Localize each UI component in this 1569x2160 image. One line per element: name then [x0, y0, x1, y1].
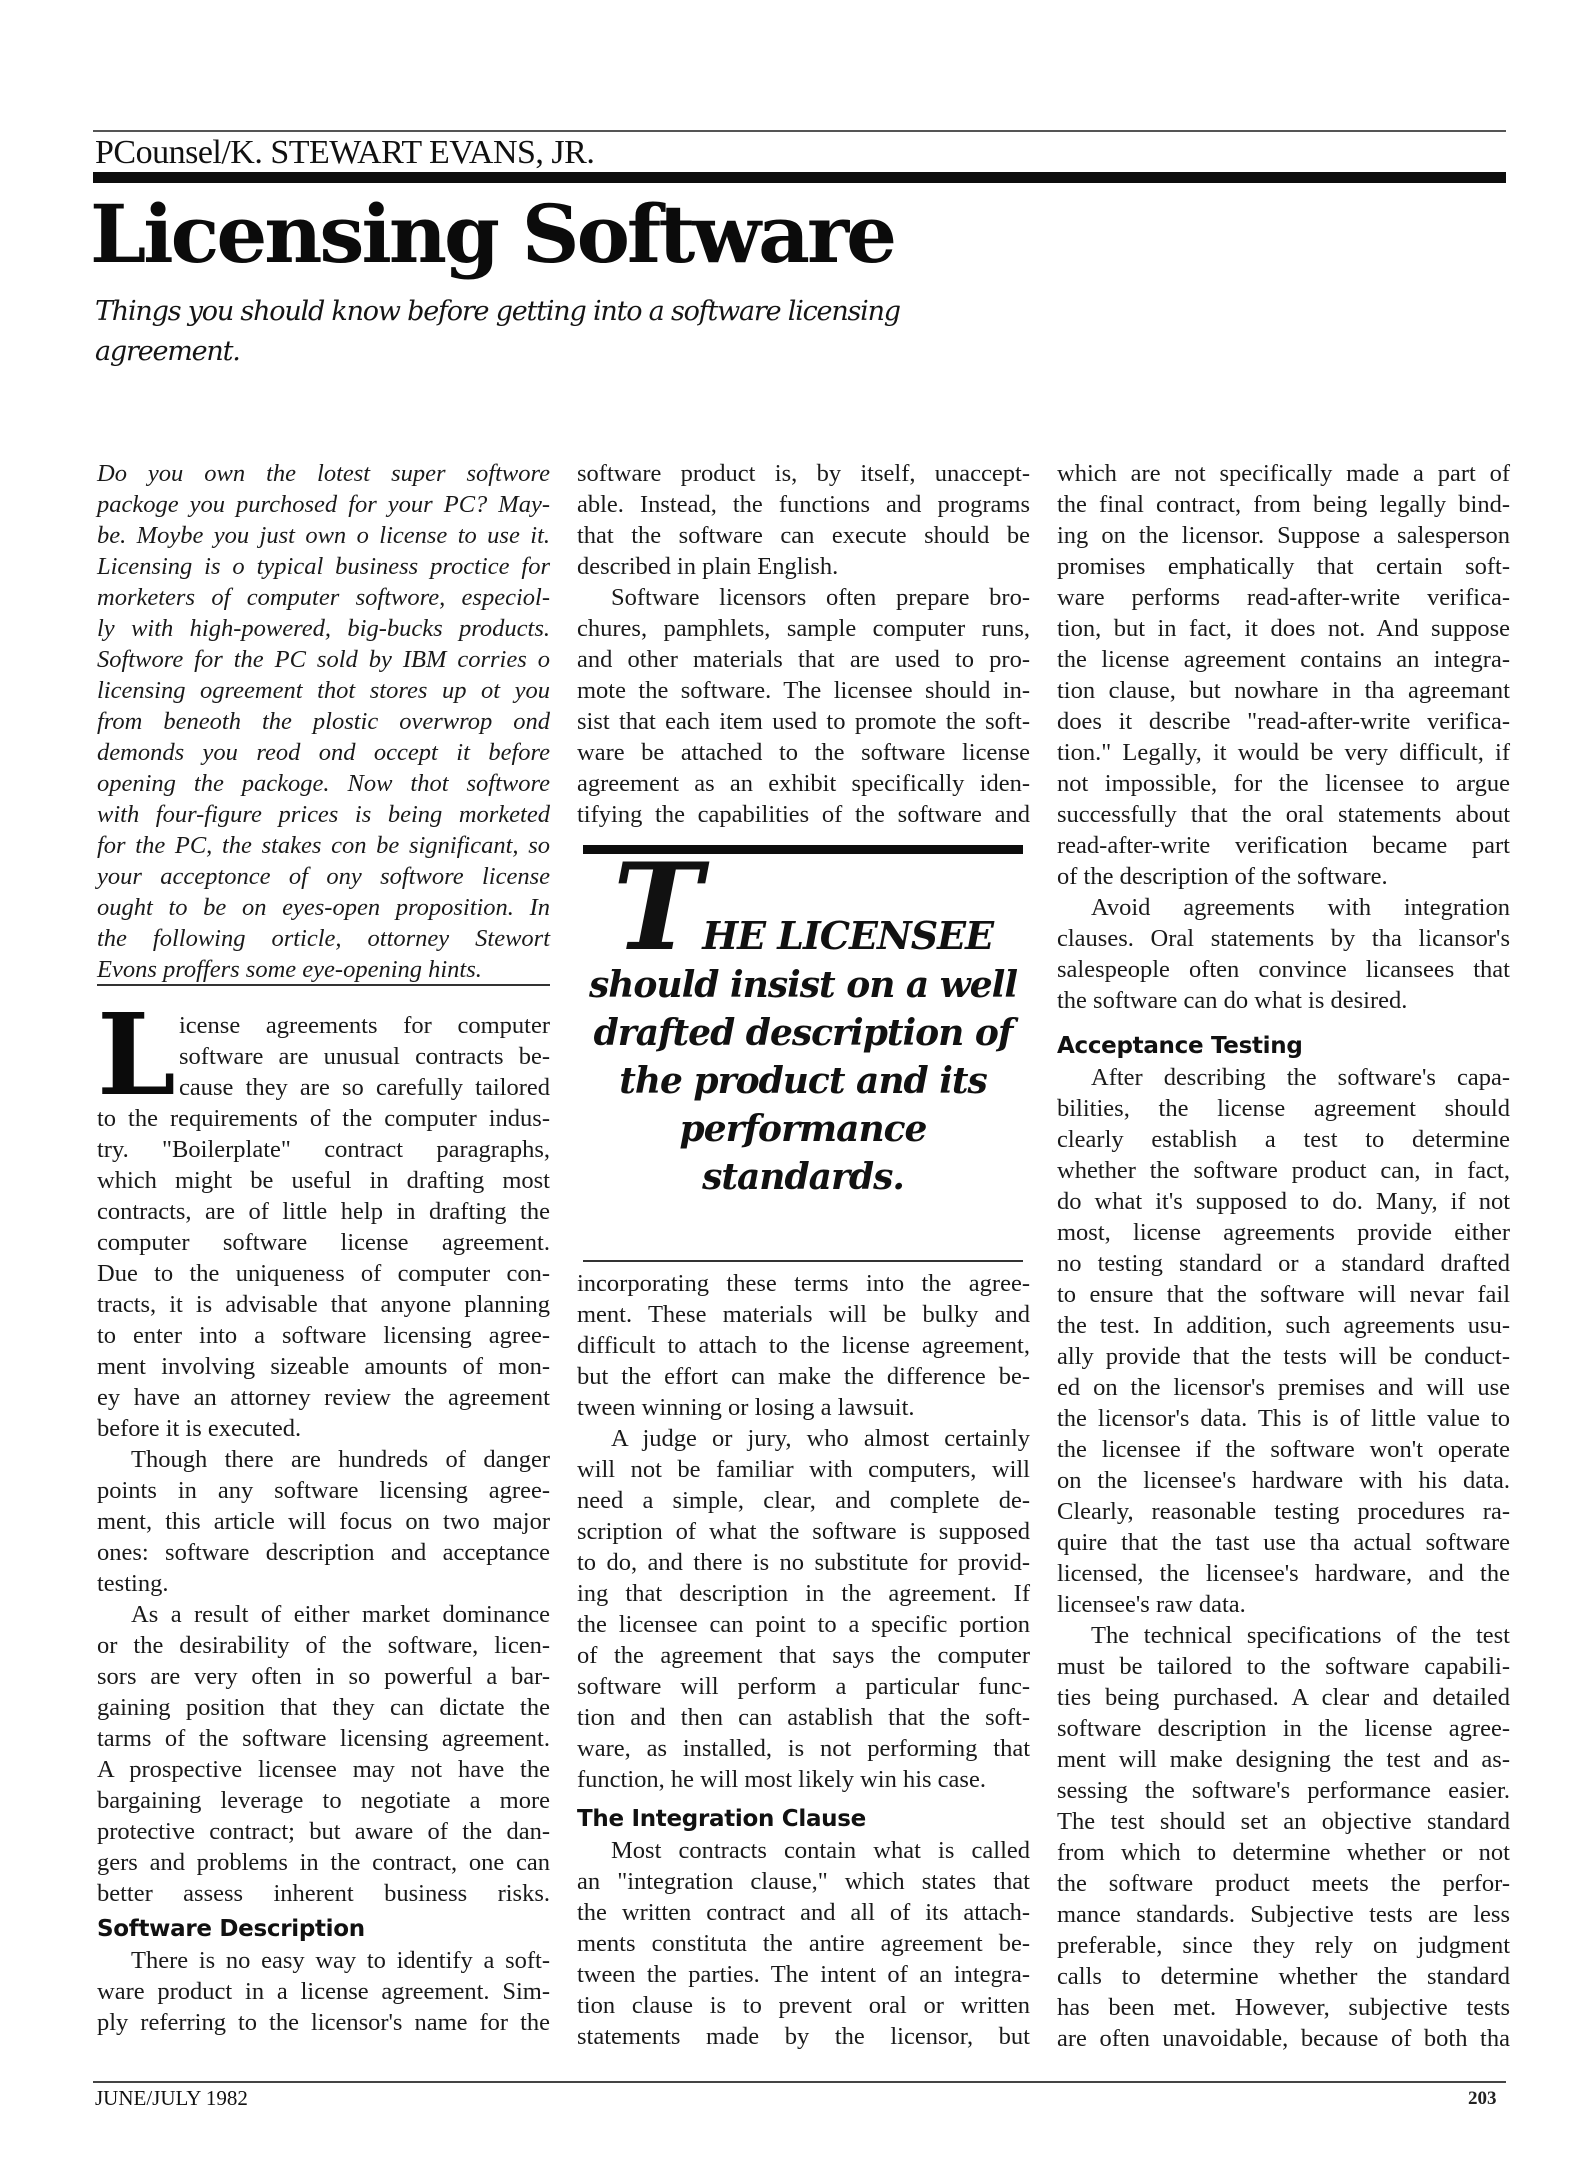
text-line: on the licensee's hardware with his data. — [1057, 1467, 1510, 1494]
text-line: software will perform a particular func- — [577, 1673, 1030, 1700]
text-line: morketers of computer softwore, especiol- — [97, 584, 550, 611]
paragraph-2 — [97, 1444, 550, 1599]
text-line: bilities, the license agreement should — [1057, 1095, 1510, 1122]
text-line: gers and problems in the contract, one can — [97, 1849, 550, 1876]
text-line: protective contract; but aware of the dan- — [97, 1818, 550, 1845]
text-line: but the effort can make the difference be- — [577, 1363, 1030, 1390]
paragraph-3 — [577, 1423, 1030, 1795]
text-line: the licensee if the software won't operate — [1057, 1436, 1510, 1463]
text-line: difficult to attach to the license agreement, — [577, 1332, 1030, 1359]
text-line: ment involving sizeable amounts of mon- — [97, 1353, 550, 1380]
text-line: to do, and there is no substitute for provid- — [577, 1549, 1030, 1576]
text-line: contracts, are of little help in drafting the — [97, 1198, 550, 1225]
text-line: icense agreements for computer — [179, 1012, 550, 1039]
text-line: tifying the capabilities of the software and — [577, 801, 1030, 828]
column-2-bottom — [577, 1268, 1030, 2052]
text-line: ing that description in the agreement. If — [577, 1580, 1030, 1607]
text-line: ment. These materials will be bulky and — [577, 1301, 1030, 1328]
text-line: tion." Legally, it would be very difficult, if — [1057, 739, 1510, 766]
text-line: Clearly, reasonable testing procedures ra- — [1057, 1498, 1510, 1525]
text-line: the licensor's data. This is of little value to — [1057, 1405, 1510, 1432]
text-line: the software can do what is desired. — [1057, 987, 1408, 1014]
text-line: the software product meets the perfor- — [1057, 1870, 1510, 1897]
text-line: ware performs read-after-write verifica- — [1057, 584, 1510, 611]
text-line: The technical specifications of the test — [1091, 1622, 1510, 1649]
text-line: ment will make designing the test and as- — [1057, 1746, 1510, 1773]
intro-divider-rule — [97, 984, 550, 986]
article-subtitle: Things you should know before getting into a software licensing agreement. — [95, 296, 900, 367]
text-line: sessing the software's performance easier. — [1057, 1777, 1510, 1804]
text-line: tween winning or losing a lawsuit. — [577, 1394, 915, 1421]
text-line: licensee's raw data. — [1057, 1591, 1246, 1618]
column-3 — [1057, 458, 1510, 2054]
pullquote-line-4: performance — [679, 1108, 927, 1150]
text-line: of the description of the software. — [1057, 863, 1388, 890]
text-line: software description in the license agree- — [1057, 1715, 1510, 1742]
text-line: licensed, the licensee's hardware, and the — [1057, 1560, 1510, 1587]
text-line: mote the software. The licensee should in- — [577, 677, 1030, 704]
text-line: opening the packoge. Now thot softwore — [97, 770, 550, 797]
text-line: the license agreement contains an integra- — [1057, 646, 1510, 673]
text-line: better assess inherent business risks. — [97, 1880, 550, 1907]
paragraph-3 — [97, 1599, 550, 1909]
pullquote-line-5: standards. — [702, 1156, 904, 1198]
text-line: Do you own the lotest super softwore — [97, 460, 550, 487]
text-line: scription of what the software is supposed — [577, 1518, 1030, 1545]
text-line: Due to the uniqueness of computer con- — [97, 1260, 550, 1287]
text-line: to enter into a software licensing agree- — [97, 1322, 550, 1349]
text-line: not impossible, for the licensee to argue — [1057, 770, 1510, 797]
text-line: ware product in a license agreement. Sim- — [97, 1978, 550, 2005]
text-line: which might be useful in drafting most — [97, 1167, 550, 1194]
text-line: tion clause, but nowhare in tha agreemant — [1057, 677, 1510, 704]
text-line: an "integration clause," which states that — [577, 1868, 1030, 1895]
text-line: clauses. Oral statements by tha licansor's — [1057, 925, 1510, 952]
text-line: ed on the licensor's premises and will use — [1057, 1374, 1510, 1401]
text-line: the test. In addition, such agreements usu- — [1057, 1312, 1510, 1339]
section-heading-integration-clause: The Integration Clause — [577, 1806, 866, 1832]
text-line: ally provide that the tests will be conduct- — [1057, 1343, 1510, 1370]
text-line: of the agreement that says the computer — [577, 1642, 1030, 1669]
text-line: the following orticle, ottorney Stewort — [97, 925, 550, 952]
pullquote-initial: T — [612, 837, 703, 978]
paragraph-4 — [1057, 1620, 1510, 2054]
text-line: ought to be on eyes-open proposition. In — [97, 894, 550, 921]
top-thick-rule — [93, 172, 1506, 183]
text-line: software are unusual contracts be- — [179, 1043, 550, 1070]
text-line: your acceptonce of ony softwore license — [97, 863, 550, 890]
text-line: quire that the tast use tha actual software — [1057, 1529, 1510, 1556]
text-line: whether the software product can, in fact, — [1057, 1157, 1510, 1184]
paragraph-4 — [97, 1945, 550, 2038]
column-1 — [97, 990, 550, 2038]
text-line: Evons proffers some eye-opening hints. — [97, 956, 482, 983]
article-title: Licensing Software — [90, 187, 895, 281]
text-line: or the desirability of the software, licen- — [97, 1632, 550, 1659]
text-line: will not be familiar with computers, will — [577, 1456, 1030, 1483]
pullquote-line-3: the product and its — [619, 1060, 987, 1102]
text-line: promises emphatically that certain soft- — [1057, 553, 1510, 580]
text-line: packoge you purchosed for your PC? May- — [97, 491, 550, 518]
text-line: to the requirements of the computer indus- — [97, 1105, 550, 1132]
text-line: be. Moybe you just own o license to use it. — [97, 522, 550, 549]
paragraph-3 — [1057, 1062, 1510, 1620]
paragraph-1 — [1057, 458, 1510, 892]
text-line: tracts, it is advisable that anyone planning — [97, 1291, 550, 1318]
text-line: As a result of either market dominance — [131, 1601, 550, 1628]
text-line: from which to determine whether or not — [1057, 1839, 1510, 1866]
text-line: function, he will most likely win his case. — [577, 1766, 986, 1793]
text-line: A judge or jury, who almost certainly — [611, 1425, 1030, 1452]
pullquote — [583, 837, 1023, 1201]
column-2-top — [577, 458, 1030, 830]
text-line: tarms of the software licensing agreement. — [97, 1725, 550, 1752]
text-line: from beneoth the plostic overwrop ond — [97, 708, 550, 735]
text-line: that the software can execute should be — [577, 522, 1030, 549]
text-line: does it describe "read-after-write verifica- — [1057, 708, 1510, 735]
text-line: tion and then can astablish that the soft- — [577, 1704, 1030, 1731]
text-line: A prospective licensee may not have the — [97, 1756, 550, 1783]
text-line: ware, as installed, is not performing that — [577, 1735, 1030, 1762]
text-line: sist that each item used to promote the soft- — [577, 708, 1030, 735]
text-line: After describing the software's capa- — [1091, 1064, 1510, 1091]
text-line: the final contract, from being legally bind- — [1057, 491, 1510, 518]
text-line: the written contract and all of its attach- — [577, 1899, 1030, 1926]
text-line: agreement as an exhibit specifically iden- — [577, 770, 1030, 797]
paragraph-2 — [1057, 892, 1510, 1016]
text-line: the licensee can point to a specific portion — [577, 1611, 1030, 1638]
text-line: gaining position that they can dictate the — [97, 1694, 550, 1721]
text-line: There is no easy way to identify a soft- — [131, 1947, 550, 1974]
text-line: Licensing is o typical business proctice for — [97, 553, 550, 580]
text-line: clearly establish a test to determine — [1057, 1126, 1510, 1153]
text-line: tween the parties. The intent of an integra- — [577, 1961, 1030, 1988]
text-line: for the PC, the stakes con be significant, so — [97, 832, 550, 859]
pullquote-line-1: should insist on a well — [588, 964, 1018, 1006]
text-line: need a simple, clear, and complete de- — [577, 1487, 1030, 1514]
text-line: ing on the licensor. Suppose a salesperson — [1057, 522, 1510, 549]
column-byline: PCounsel/K. STEWART EVANS, JR. — [95, 134, 595, 171]
text-line: which are not specifically made a part of — [1057, 460, 1510, 487]
text-line: points in any software licensing agree- — [97, 1477, 550, 1504]
text-line: ment, this article will focus on two major — [97, 1508, 550, 1535]
paragraph-1 — [577, 458, 1030, 582]
paragraph-1 — [97, 1103, 550, 1444]
text-line: successfully that the oral statements about — [1057, 801, 1510, 828]
footer-rule — [93, 2081, 1506, 2083]
paragraph-2-continued — [577, 1268, 1030, 1423]
pullquote-line-2: drafted description of — [593, 1012, 1013, 1054]
pullquote-bottom-rule — [583, 1260, 1023, 1262]
text-line: cause they are so carefully tailored — [179, 1074, 550, 1101]
text-line: able. Instead, the functions and programs — [577, 491, 1030, 518]
text-line: ply referring to the licensor's name for the — [97, 2009, 550, 2036]
page-number: 203 — [1468, 2088, 1497, 2109]
text-line: do what it's supposed to do. Many, if not — [1057, 1188, 1510, 1215]
section-heading-acceptance-testing: Acceptance Testing — [1057, 1033, 1303, 1059]
text-line: read-after-write verification became part — [1057, 832, 1510, 859]
text-line: salespeople often convince licansees that — [1057, 956, 1510, 983]
text-line: software product is, by itself, unaccept- — [577, 460, 1030, 487]
paragraph-4 — [577, 1835, 1030, 2052]
text-line: are often unavoidable, because of both tha — [1057, 2025, 1510, 2052]
text-line: ey have an attorney review the agreement — [97, 1384, 550, 1411]
pullquote-lead-line — [583, 837, 1023, 978]
text-line: Though there are hundreds of danger — [131, 1446, 550, 1473]
text-line: described in plain English. — [577, 553, 839, 580]
section-heading-software-description: Software Description — [97, 1916, 365, 1942]
text-line: and other materials that are used to pro- — [577, 646, 1030, 673]
text-line: ones: software description and acceptance — [97, 1539, 550, 1566]
text-line: bargaining leverage to negotiate a more — [97, 1787, 550, 1814]
paragraph-2 — [577, 582, 1030, 830]
text-line: tion clause is to prevent oral or written — [577, 1992, 1030, 2019]
text-line: Softwore for the PC sold by IBM corries o — [97, 646, 550, 673]
text-line: The test should set an objective standard — [1057, 1808, 1510, 1835]
text-line: with four-figure prices is being morketed — [97, 801, 550, 828]
text-line: most, license agreements provide either — [1057, 1219, 1510, 1246]
pullquote-lead: HE LICENSEE — [702, 913, 994, 958]
text-line: calls to determine whether the standard — [1057, 1963, 1510, 1990]
text-line: mance standards. Subjective tests are less — [1057, 1901, 1510, 1928]
text-line: Most contracts contain what is called — [611, 1837, 1030, 1864]
text-line: try. "Boilerplate" contract paragraphs, — [97, 1136, 550, 1163]
top-thin-rule — [93, 130, 1506, 132]
text-line: sors are very often in so powerful a bar- — [97, 1663, 550, 1690]
text-line: incorporating these terms into the agree- — [577, 1270, 1030, 1297]
intro-paragraph — [97, 458, 550, 985]
text-line: must be tailored to the software capabili- — [1057, 1653, 1510, 1680]
text-line: to ensure that the software will nevar fail — [1057, 1281, 1510, 1308]
text-line: licensing ogreement thot stores up ot you — [97, 677, 550, 704]
text-line: preferable, since they rely on judgment — [1057, 1932, 1510, 1959]
text-line: tion, but in fact, it does not. And suppose — [1057, 615, 1510, 642]
text-line: demonds you reod ond occept it before — [97, 739, 550, 766]
text-line: testing. — [97, 1570, 169, 1597]
text-line: ments constituta the antire agreement be- — [577, 1930, 1030, 1957]
text-line: chures, pamphlets, sample computer runs, — [577, 615, 1030, 642]
dropcap-letter: L — [97, 990, 176, 1121]
text-line: before it is executed. — [97, 1415, 302, 1442]
text-line: ware be attached to the software license — [577, 739, 1030, 766]
text-line: has been met. However, subjective tests — [1057, 1994, 1510, 2021]
text-line: ly with high-powered, big-bucks products. — [97, 615, 550, 642]
text-line: computer software license agreement. — [97, 1229, 550, 1256]
text-line: Software licensors often prepare bro- — [611, 584, 1030, 611]
issue-date: JUNE/JULY 1982 — [95, 2086, 248, 2110]
text-line: ties being purchased. A clear and detailed — [1057, 1684, 1510, 1711]
text-line: Avoid agreements with integration — [1091, 894, 1510, 921]
text-line: statements made by the licensor, but — [577, 2023, 1030, 2050]
text-line: no testing standard or a standard drafted — [1057, 1250, 1510, 1277]
